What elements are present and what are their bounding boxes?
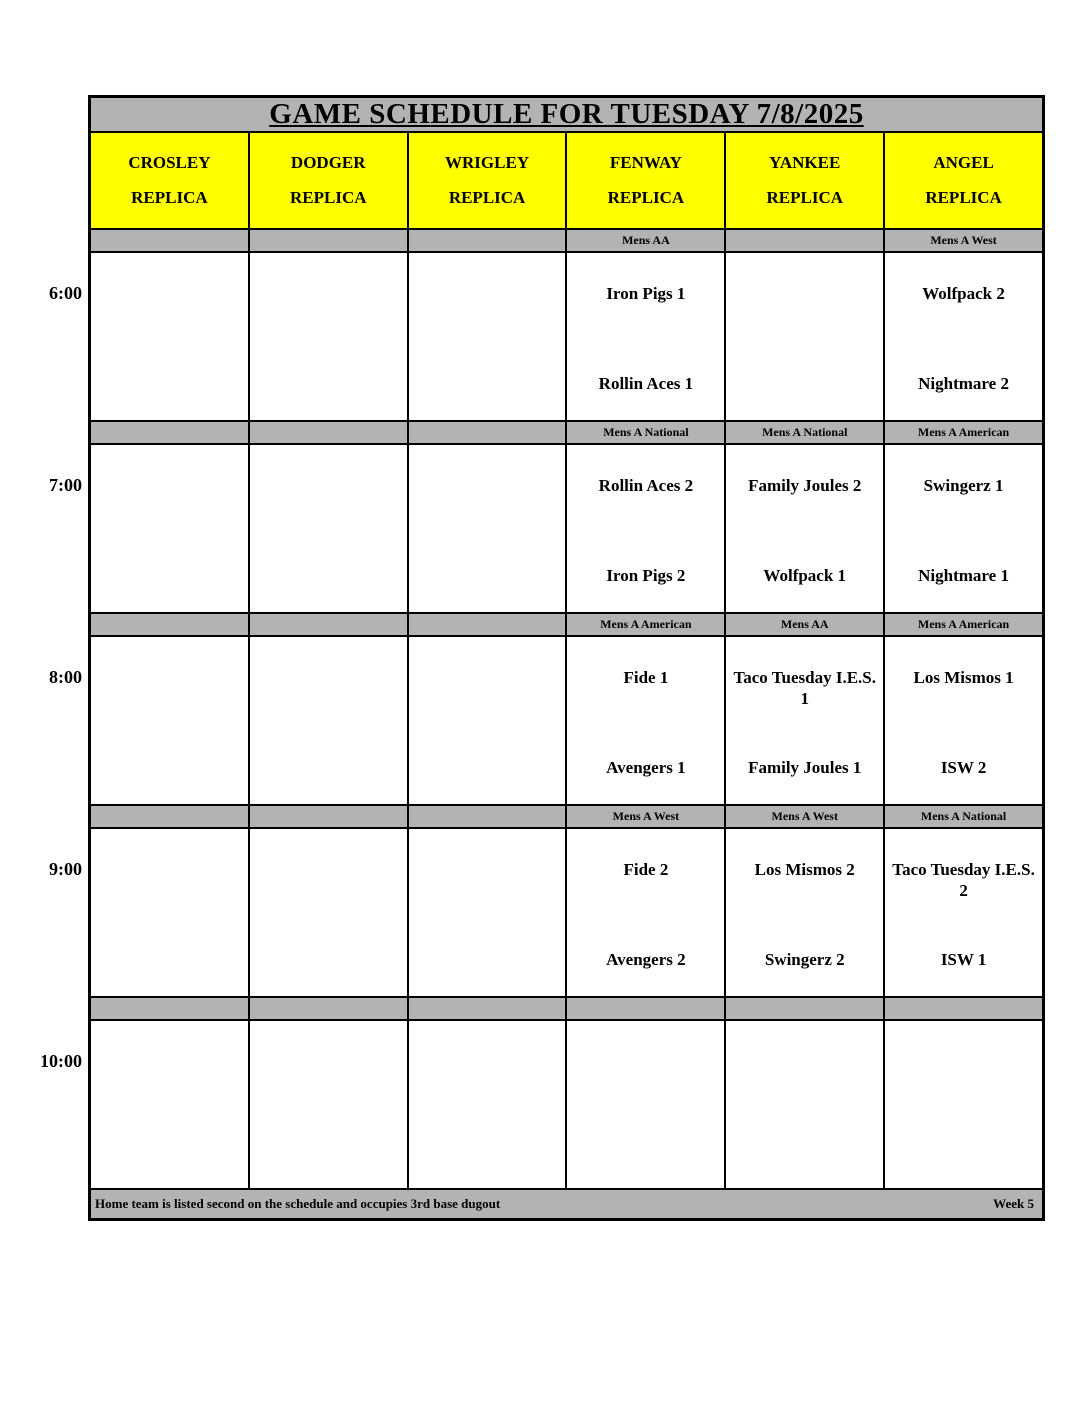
- league-band: [885, 998, 1042, 1019]
- time-label-700: 7:00: [49, 475, 82, 495]
- game-cell: [91, 253, 248, 420]
- game-cell: [250, 829, 407, 996]
- time-label-1000: 10:00: [40, 1051, 82, 1071]
- page-title: GAME SCHEDULE FOR TUESDAY 7/8/2025: [269, 98, 864, 130]
- game-cell: [409, 253, 566, 420]
- game-cell: [567, 253, 724, 420]
- away-team: Los Mismos 2: [754, 860, 855, 879]
- time-label-600: 6:00: [49, 283, 82, 303]
- venue-type: REPLICA: [925, 188, 1002, 208]
- home-team: Rollin Aces 1: [598, 373, 694, 393]
- league-band: [250, 998, 407, 1019]
- title-bar: [91, 98, 1042, 131]
- game-cell: [726, 637, 883, 804]
- league-band: Mens AA: [567, 230, 724, 251]
- venue-type: REPLICA: [289, 188, 367, 208]
- game-cell: [567, 637, 724, 804]
- game-cell: [409, 829, 566, 996]
- game-cell: [885, 1021, 1042, 1188]
- venue-name: ANGEL: [933, 152, 994, 172]
- league-band: Mens A National: [885, 806, 1042, 827]
- home-team: Family Joules 1: [748, 757, 862, 777]
- venue-header-crosley: [91, 133, 248, 228]
- venue-name: DODGER: [290, 152, 366, 172]
- league-band: Mens A West: [567, 806, 724, 827]
- league-band: [409, 998, 566, 1019]
- venue-header-wrigley: [409, 133, 566, 228]
- game-cell: [885, 445, 1042, 612]
- game-cell: [91, 445, 248, 612]
- venue-name: WRIGLEY: [445, 152, 530, 172]
- venue-header-angel: [885, 133, 1042, 228]
- week-label: Week 5: [993, 1196, 1034, 1211]
- home-team: Wolfpack 1: [763, 565, 847, 585]
- league-band: [91, 998, 248, 1019]
- time-label-800: 8:00: [49, 667, 82, 687]
- venue-type: REPLICA: [607, 188, 685, 208]
- footer-bar: [91, 1190, 1042, 1218]
- away-team: Iron Pigs 1: [606, 284, 686, 303]
- home-team: ISW 2: [940, 757, 987, 777]
- league-band: [91, 806, 248, 827]
- venue-type: REPLICA: [766, 188, 843, 208]
- game-cell: [567, 1021, 724, 1188]
- game-cell: [91, 1021, 248, 1188]
- game-cell: [250, 445, 407, 612]
- game-cell: [726, 445, 883, 612]
- venue-name: FENWAY: [609, 152, 682, 172]
- home-team: Swingerz 2: [764, 949, 845, 969]
- away-team: Swingerz 1: [923, 476, 1004, 495]
- league-band: Mens A National: [726, 422, 883, 443]
- league-band: [409, 614, 566, 635]
- league-band: [250, 806, 407, 827]
- venue-header-yankee: [726, 133, 883, 228]
- game-cell: [885, 829, 1042, 996]
- game-cell: [250, 637, 407, 804]
- home-team: ISW 1: [940, 949, 987, 969]
- away-team: Wolfpack 2: [922, 284, 1005, 303]
- league-band: [567, 998, 724, 1019]
- league-band: [409, 422, 566, 443]
- away-team: Los Mismos 1: [913, 668, 1014, 687]
- league-band: [91, 614, 248, 635]
- league-band: [250, 614, 407, 635]
- league-band: [726, 230, 883, 251]
- game-cell: [409, 637, 566, 804]
- away-team: Taco Tuesday I.E.S. 1: [733, 668, 876, 709]
- game-cell: [409, 1021, 566, 1188]
- game-cell: [885, 253, 1042, 420]
- game-cell: [91, 829, 248, 996]
- league-band: Mens A American: [885, 422, 1042, 443]
- home-team: Iron Pigs 2: [606, 565, 686, 585]
- league-band: [409, 230, 566, 251]
- league-band: Mens A West: [726, 806, 883, 827]
- game-cell: [567, 445, 724, 612]
- venue-name: CROSLEY: [128, 152, 211, 172]
- league-band: [91, 422, 248, 443]
- away-team: Family Joules 2: [748, 476, 862, 495]
- league-band: Mens AA: [726, 614, 883, 635]
- game-cell: [567, 829, 724, 996]
- game-cell: [726, 1021, 883, 1188]
- home-team: Nightmare 1: [918, 565, 1009, 585]
- venue-type: REPLICA: [448, 188, 526, 208]
- home-team: Avengers 2: [606, 949, 686, 969]
- game-cell: [726, 253, 883, 420]
- venue-name: YANKEE: [769, 152, 841, 172]
- away-team: Fide 1: [623, 668, 669, 687]
- game-cell: [91, 637, 248, 804]
- game-cell: [250, 1021, 407, 1188]
- league-band: Mens A West: [885, 230, 1042, 251]
- game-cell: [250, 253, 407, 420]
- game-cell: [885, 637, 1042, 804]
- venue-header-dodger: [250, 133, 407, 228]
- time-label-900: 9:00: [49, 859, 82, 879]
- game-cell: [726, 829, 883, 996]
- league-band: Mens A National: [567, 422, 724, 443]
- home-team: Nightmare 2: [918, 373, 1009, 393]
- venue-header-fenway: [567, 133, 724, 228]
- league-band: Mens A American: [567, 614, 724, 635]
- league-band: [726, 998, 883, 1019]
- league-band: [250, 422, 407, 443]
- away-team: Taco Tuesday I.E.S. 2: [892, 860, 1035, 901]
- away-team: Fide 2: [623, 860, 669, 879]
- schedule-table: [88, 95, 1045, 1221]
- footer-note: Home team is listed second on the schedule and occupies 3rd base dugout: [95, 1196, 501, 1211]
- away-team: Rollin Aces 2: [598, 476, 694, 495]
- league-band: [91, 230, 248, 251]
- venue-type: REPLICA: [131, 188, 208, 208]
- league-band: Mens A American: [885, 614, 1042, 635]
- league-band: [409, 806, 566, 827]
- home-team: Avengers 1: [606, 757, 686, 777]
- game-cell: [409, 445, 566, 612]
- league-band: [250, 230, 407, 251]
